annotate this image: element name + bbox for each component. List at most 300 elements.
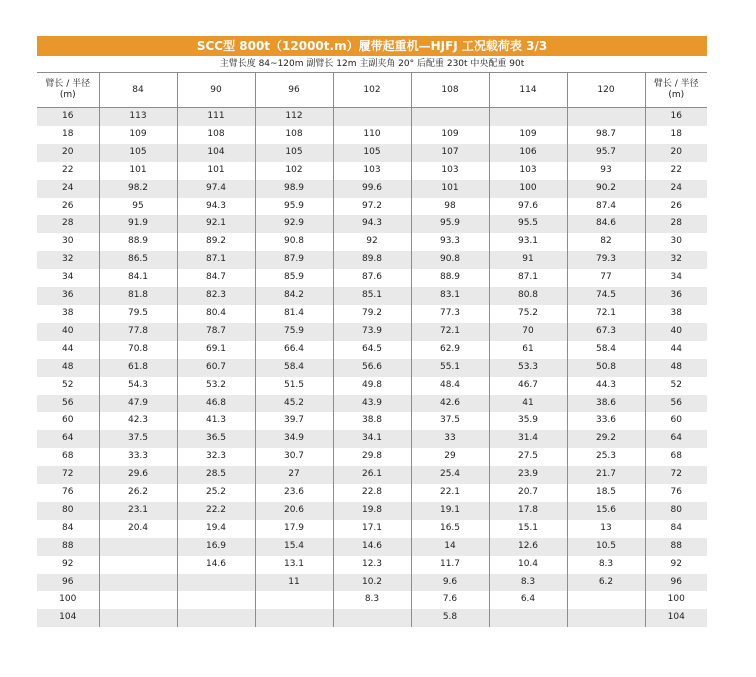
load-value-cell: 20.7 [489,484,567,502]
load-value-cell [99,591,177,609]
radius-cell-left: 88 [37,538,99,556]
load-value-cell: 35.9 [489,412,567,430]
load-value-cell: 62.9 [411,341,489,359]
load-value-cell: 100 [489,180,567,198]
radius-cell-right: 92 [645,556,707,574]
boom-length-header: 84 [99,73,177,108]
load-value-cell: 19.4 [177,520,255,538]
load-value-cell: 109 [99,126,177,144]
radius-cell-right: 88 [645,538,707,556]
load-value-cell: 85.1 [333,287,411,305]
load-value-cell: 16.5 [411,520,489,538]
load-value-cell: 111 [177,108,255,126]
load-value-cell: 92 [333,233,411,251]
load-value-cell: 88.9 [99,233,177,251]
load-value-cell: 98.2 [99,180,177,198]
load-value-cell: 87.9 [255,251,333,269]
load-value-cell: 53.2 [177,377,255,395]
load-value-cell: 107 [411,144,489,162]
load-value-cell [99,574,177,592]
load-value-cell: 87.1 [489,269,567,287]
table-row [37,556,707,574]
load-value-cell: 97.4 [177,180,255,198]
load-value-cell: 50.8 [567,359,645,377]
radius-cell-right: 72 [645,466,707,484]
load-value-cell: 72.1 [567,305,645,323]
load-value-cell: 93.3 [411,233,489,251]
load-value-cell: 110 [333,126,411,144]
load-value-cell: 77 [567,269,645,287]
radius-cell-right: 100 [645,591,707,609]
load-value-cell: 98.7 [567,126,645,144]
radius-cell-right: 60 [645,412,707,430]
load-value-cell: 77.3 [411,305,489,323]
load-value-cell: 14 [411,538,489,556]
load-value-cell [99,609,177,627]
load-value-cell [411,108,489,126]
table-row [37,448,707,466]
table-row [37,251,707,269]
radius-cell-right: 38 [645,305,707,323]
radius-cell-right: 36 [645,287,707,305]
load-value-cell: 90.2 [567,180,645,198]
load-value-cell: 104 [177,144,255,162]
load-value-cell: 103 [489,162,567,180]
radius-cell-right: 40 [645,323,707,341]
load-chart-sheet [37,36,707,627]
load-value-cell: 26.1 [333,466,411,484]
load-value-cell: 95.7 [567,144,645,162]
radius-cell-right: 28 [645,215,707,233]
table-row [37,430,707,448]
load-value-cell [567,108,645,126]
radius-cell-right: 44 [645,341,707,359]
load-value-cell [99,556,177,574]
load-value-cell: 90.8 [411,251,489,269]
radius-cell-right: 68 [645,448,707,466]
load-value-cell: 11.7 [411,556,489,574]
load-value-cell: 74.5 [567,287,645,305]
table-row [37,466,707,484]
boom-length-header: 120 [567,73,645,108]
radius-cell-right: 30 [645,233,707,251]
table-row [37,359,707,377]
radius-cell-right: 80 [645,502,707,520]
load-value-cell: 105 [333,144,411,162]
load-value-cell: 29.8 [333,448,411,466]
table-row [37,198,707,216]
radius-cell-left: 76 [37,484,99,502]
radius-cell-left: 20 [37,144,99,162]
radius-cell-right: 64 [645,430,707,448]
load-value-cell: 43.9 [333,395,411,413]
load-value-cell: 34.1 [333,430,411,448]
radius-cell-right: 26 [645,198,707,216]
radius-cell-right: 48 [645,359,707,377]
table-row [37,287,707,305]
radius-cell-left: 72 [37,466,99,484]
load-value-cell: 6.2 [567,574,645,592]
load-value-cell [567,591,645,609]
load-value-cell: 37.5 [99,430,177,448]
load-value-cell: 27.5 [489,448,567,466]
load-value-cell: 15.6 [567,502,645,520]
radius-cell-left: 64 [37,430,99,448]
load-value-cell: 81.4 [255,305,333,323]
load-value-cell: 8.3 [489,574,567,592]
load-value-cell: 33 [411,430,489,448]
load-value-cell: 82 [567,233,645,251]
radius-cell-left: 36 [37,287,99,305]
load-value-cell [255,591,333,609]
load-value-cell: 41 [489,395,567,413]
load-value-cell: 91.9 [99,215,177,233]
radius-cell-left: 16 [37,108,99,126]
load-value-cell: 67.3 [567,323,645,341]
load-value-cell: 61 [489,341,567,359]
radius-cell-right: 84 [645,520,707,538]
load-value-cell: 53.3 [489,359,567,377]
radius-cell-right: 56 [645,395,707,413]
load-value-cell: 26.2 [99,484,177,502]
boom-length-header: 96 [255,73,333,108]
chart-subtitle: 主臂长度 84~120m 副臂长 12m 主副夹角 20° 后配重 230t 中央配重 90t [219,59,525,69]
radius-cell-right: 104 [645,609,707,627]
load-value-cell: 38.6 [567,395,645,413]
load-value-cell: 17.9 [255,520,333,538]
table-header-row [37,73,707,108]
load-value-cell: 51.5 [255,377,333,395]
table-row [37,341,707,359]
table-row [37,377,707,395]
load-value-cell: 66.4 [255,341,333,359]
load-value-cell: 101 [411,180,489,198]
boom-length-header: 108 [411,73,489,108]
radius-cell-right: 16 [645,108,707,126]
load-value-cell: 32.3 [177,448,255,466]
load-value-cell: 15.1 [489,520,567,538]
radius-cell-left: 48 [37,359,99,377]
radius-cell-left: 22 [37,162,99,180]
load-value-cell: 101 [177,162,255,180]
load-value-cell: 79.5 [99,305,177,323]
radius-header-right [645,73,707,108]
radius-cell-left: 28 [37,215,99,233]
load-value-cell: 103 [411,162,489,180]
load-value-cell: 105 [99,144,177,162]
load-value-cell: 21.7 [567,466,645,484]
radius-cell-right: 96 [645,574,707,592]
load-value-cell: 10.2 [333,574,411,592]
load-value-cell: 29.6 [99,466,177,484]
load-value-cell: 27 [255,466,333,484]
load-value-cell: 19.1 [411,502,489,520]
radius-cell-left: 34 [37,269,99,287]
load-value-cell: 90.8 [255,233,333,251]
radius-cell-right: 22 [645,162,707,180]
load-value-cell [177,591,255,609]
load-value-cell: 13 [567,520,645,538]
boom-length-header: 102 [333,73,411,108]
load-value-cell: 92.1 [177,215,255,233]
load-value-cell: 69.1 [177,341,255,359]
load-value-cell: 45.2 [255,395,333,413]
load-value-cell: 15.4 [255,538,333,556]
radius-header-left-line1: 臂长 / 半径 [45,79,91,89]
load-value-cell: 106 [489,144,567,162]
table-row [37,574,707,592]
table-row [37,144,707,162]
load-value-cell: 95 [99,198,177,216]
load-value-cell: 14.6 [333,538,411,556]
load-value-cell: 55.1 [411,359,489,377]
load-value-cell: 105 [255,144,333,162]
load-value-cell: 33.6 [567,412,645,430]
load-value-cell: 87.6 [333,269,411,287]
load-value-cell: 28.5 [177,466,255,484]
load-value-cell: 11 [255,574,333,592]
load-value-cell: 89.8 [333,251,411,269]
radius-cell-left: 96 [37,574,99,592]
radius-cell-left: 56 [37,395,99,413]
load-value-cell [489,108,567,126]
load-value-cell: 54.3 [99,377,177,395]
load-value-cell: 37.5 [411,412,489,430]
load-value-cell: 9.6 [411,574,489,592]
load-value-cell: 97.2 [333,198,411,216]
load-value-cell: 36.5 [177,430,255,448]
table-row [37,269,707,287]
load-value-cell: 17.1 [333,520,411,538]
load-value-cell: 108 [177,126,255,144]
load-value-cell [333,108,411,126]
table-body [37,108,707,628]
load-value-cell: 84.1 [99,269,177,287]
load-value-cell: 42.6 [411,395,489,413]
load-value-cell: 22.1 [411,484,489,502]
radius-cell-right: 34 [645,269,707,287]
load-value-cell: 91 [489,251,567,269]
radius-header-left [37,73,99,108]
load-value-cell: 58.4 [567,341,645,359]
load-value-cell: 64.5 [333,341,411,359]
load-value-cell: 103 [333,162,411,180]
radius-cell-left: 92 [37,556,99,574]
load-value-cell [99,538,177,556]
load-value-cell: 39.7 [255,412,333,430]
load-value-cell: 79.2 [333,305,411,323]
table-row [37,609,707,627]
load-value-cell [333,609,411,627]
load-value-cell [489,609,567,627]
boom-length-header: 90 [177,73,255,108]
radius-cell-left: 104 [37,609,99,627]
load-value-cell: 84.2 [255,287,333,305]
load-value-cell: 49.8 [333,377,411,395]
load-value-cell: 8.3 [567,556,645,574]
load-value-cell: 16.9 [177,538,255,556]
load-value-cell: 22.8 [333,484,411,502]
table-row [37,108,707,126]
radius-cell-right: 76 [645,484,707,502]
radius-cell-right: 18 [645,126,707,144]
radius-cell-right: 24 [645,180,707,198]
radius-cell-left: 84 [37,520,99,538]
radius-cell-right: 52 [645,377,707,395]
load-value-cell: 30.7 [255,448,333,466]
load-value-cell: 41.3 [177,412,255,430]
load-value-cell [177,574,255,592]
load-value-cell: 97.6 [489,198,567,216]
load-value-cell [255,609,333,627]
load-value-cell: 77.8 [99,323,177,341]
load-value-cell: 80.4 [177,305,255,323]
radius-cell-left: 38 [37,305,99,323]
load-value-cell: 5.8 [411,609,489,627]
radius-cell-left: 26 [37,198,99,216]
load-value-cell: 46.8 [177,395,255,413]
load-value-cell: 86.5 [99,251,177,269]
load-value-cell: 29 [411,448,489,466]
load-value-cell: 60.7 [177,359,255,377]
load-value-cell: 83.1 [411,287,489,305]
load-value-cell: 14.6 [177,556,255,574]
table-row [37,395,707,413]
table-row [37,233,707,251]
load-value-cell: 42.3 [99,412,177,430]
load-value-cell: 29.2 [567,430,645,448]
load-value-cell: 87.4 [567,198,645,216]
load-value-cell: 87.1 [177,251,255,269]
load-value-cell: 12.3 [333,556,411,574]
load-value-cell: 46.7 [489,377,567,395]
load-value-cell: 56.6 [333,359,411,377]
table-row [37,591,707,609]
load-value-cell: 95.5 [489,215,567,233]
load-value-cell: 10.4 [489,556,567,574]
load-value-cell [177,609,255,627]
load-value-cell: 70.8 [99,341,177,359]
load-value-cell: 22.2 [177,502,255,520]
load-value-cell: 84.7 [177,269,255,287]
radius-cell-left: 40 [37,323,99,341]
load-value-cell: 34.9 [255,430,333,448]
load-value-cell: 20.6 [255,502,333,520]
load-value-cell: 112 [255,108,333,126]
table-row [37,520,707,538]
radius-header-right-line2: (m) [668,90,685,100]
load-value-cell: 88.9 [411,269,489,287]
load-value-cell: 17.8 [489,502,567,520]
load-value-cell: 10.5 [567,538,645,556]
load-value-cell: 98.9 [255,180,333,198]
load-value-cell: 94.3 [333,215,411,233]
load-value-cell: 8.3 [333,591,411,609]
load-value-cell: 99.6 [333,180,411,198]
table-row [37,162,707,180]
load-value-cell: 82.3 [177,287,255,305]
load-value-cell: 93.1 [489,233,567,251]
load-value-cell: 61.8 [99,359,177,377]
radius-cell-left: 60 [37,412,99,430]
load-value-cell: 12.6 [489,538,567,556]
load-value-cell: 20.4 [99,520,177,538]
load-value-cell: 109 [489,126,567,144]
load-value-cell: 6.4 [489,591,567,609]
load-value-cell: 25.2 [177,484,255,502]
load-value-cell: 93 [567,162,645,180]
boom-length-header: 114 [489,73,567,108]
table-row [37,412,707,430]
load-value-cell: 23.9 [489,466,567,484]
radius-cell-right: 32 [645,251,707,269]
load-table [37,72,707,627]
table-row [37,126,707,144]
radius-cell-left: 24 [37,180,99,198]
radius-cell-left: 100 [37,591,99,609]
load-value-cell: 75.2 [489,305,567,323]
radius-cell-left: 32 [37,251,99,269]
load-value-cell: 85.9 [255,269,333,287]
load-value-cell: 31.4 [489,430,567,448]
table-row [37,215,707,233]
chart-title: SCC型 800t（12000t.m）履带起重机—HJFJ 工况载荷表 3/3 [37,36,707,56]
load-value-cell: 81.8 [99,287,177,305]
radius-cell-left: 18 [37,126,99,144]
load-value-cell: 23.6 [255,484,333,502]
load-value-cell: 78.7 [177,323,255,341]
load-value-cell: 47.9 [99,395,177,413]
table-row [37,180,707,198]
radius-cell-left: 52 [37,377,99,395]
load-value-cell: 58.4 [255,359,333,377]
load-value-cell: 73.9 [333,323,411,341]
load-value-cell: 23.1 [99,502,177,520]
load-value-cell: 25.4 [411,466,489,484]
load-value-cell: 33.3 [99,448,177,466]
load-value-cell: 7.6 [411,591,489,609]
radius-header-right-line1: 臂长 / 半径 [653,79,699,89]
load-value-cell: 13.1 [255,556,333,574]
load-value-cell: 25.3 [567,448,645,466]
radius-cell-left: 30 [37,233,99,251]
load-value-cell: 72.1 [411,323,489,341]
radius-cell-left: 44 [37,341,99,359]
load-value-cell: 84.6 [567,215,645,233]
table-row [37,538,707,556]
load-value-cell: 101 [99,162,177,180]
load-value-cell: 70 [489,323,567,341]
load-value-cell: 108 [255,126,333,144]
load-value-cell: 80.8 [489,287,567,305]
load-value-cell: 75.9 [255,323,333,341]
radius-cell-left: 80 [37,502,99,520]
load-value-cell: 98 [411,198,489,216]
table-row [37,305,707,323]
load-value-cell: 102 [255,162,333,180]
load-value-cell: 94.3 [177,198,255,216]
radius-header-left-line2: (m) [59,90,76,100]
load-value-cell: 92.9 [255,215,333,233]
radius-cell-right: 20 [645,144,707,162]
load-value-cell: 113 [99,108,177,126]
load-value-cell [567,609,645,627]
load-value-cell: 44.3 [567,377,645,395]
load-value-cell: 48.4 [411,377,489,395]
radius-cell-left: 68 [37,448,99,466]
table-row [37,502,707,520]
load-value-cell: 109 [411,126,489,144]
